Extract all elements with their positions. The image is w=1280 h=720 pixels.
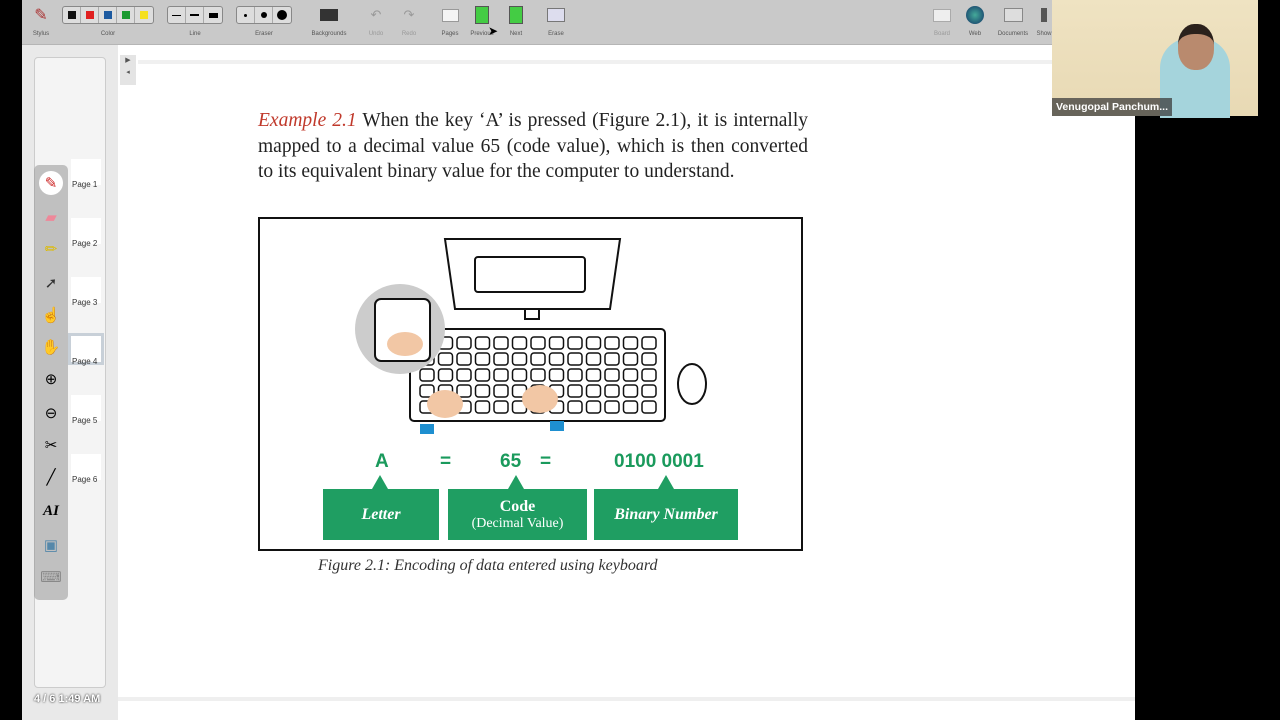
- key: [531, 337, 545, 349]
- color-swatch[interactable]: [63, 7, 81, 23]
- key: [605, 353, 619, 365]
- pointer-triangle: [372, 475, 388, 489]
- key: [494, 337, 508, 349]
- divider: [118, 697, 1135, 701]
- key: [568, 369, 582, 381]
- color-swatch[interactable]: [99, 7, 117, 23]
- capture-tool-icon[interactable]: ✂: [44, 437, 58, 454]
- keyboard-tool-icon[interactable]: ⌨: [40, 569, 62, 586]
- equals-sign: =: [540, 451, 552, 472]
- eraser-picker[interactable]: Eraser: [235, 4, 293, 37]
- color-swatch[interactable]: [81, 7, 99, 23]
- stylus-button[interactable]: ✎ Stylus: [26, 4, 56, 37]
- participant-video[interactable]: [1052, 0, 1258, 116]
- letter-value: A: [375, 451, 389, 472]
- erase-icon: [544, 4, 568, 26]
- eraser-large[interactable]: [273, 7, 291, 23]
- binary-box: [594, 489, 738, 540]
- previous-page-icon: [470, 4, 494, 26]
- key: [642, 385, 656, 397]
- letter-label: Letter: [361, 505, 401, 523]
- line-medium[interactable]: [186, 7, 204, 23]
- code-label: Code: [499, 497, 536, 515]
- eraser-tool-icon[interactable]: ▰: [45, 209, 57, 226]
- highlighter-tool-icon[interactable]: ✏: [44, 241, 58, 258]
- key: [642, 353, 656, 365]
- zoom-in-tool-icon[interactable]: ⊕: [44, 371, 58, 388]
- page-sidebar: [22, 45, 118, 720]
- collapse-sidebar-button[interactable]: ▶ ◂: [120, 55, 136, 85]
- key: [457, 369, 471, 381]
- key: [494, 385, 508, 397]
- add-page-icon: [438, 4, 462, 26]
- key: [439, 369, 453, 381]
- color-swatch[interactable]: [135, 7, 153, 23]
- key: [550, 369, 564, 381]
- show-button[interactable]: Show: [1034, 4, 1054, 37]
- page-label: Page 4: [72, 357, 98, 366]
- key: [550, 337, 564, 349]
- key: [568, 385, 582, 397]
- key: [605, 369, 619, 381]
- key: [476, 369, 490, 381]
- page-label: Page 1: [72, 180, 98, 189]
- binary-label: Binary Number: [614, 505, 718, 523]
- key: [587, 369, 601, 381]
- key: [624, 353, 638, 365]
- document-page: [118, 45, 1135, 720]
- key: [439, 353, 453, 365]
- pen-tool-icon[interactable]: ✎: [39, 171, 63, 195]
- key: [642, 369, 656, 381]
- key: [531, 353, 545, 365]
- figure-caption: Figure 2.1: Encoding of data entered using keyboard: [318, 557, 658, 574]
- keyboard-illustration: [260, 219, 801, 449]
- line-tool-icon[interactable]: ╱: [46, 469, 56, 486]
- key: [420, 369, 434, 381]
- tool-palette: [34, 165, 68, 600]
- eraser-medium[interactable]: [255, 7, 273, 23]
- key: [587, 337, 601, 349]
- show-icon: [1034, 4, 1054, 26]
- backgrounds-icon: [307, 4, 351, 26]
- key: [642, 401, 656, 413]
- key: [587, 385, 601, 397]
- key: [513, 337, 527, 349]
- page-status: 4 / 6 1:49 AM: [34, 693, 101, 705]
- example-text: When the key ‘A’ is pressed (Figure 2.1), it is internally mapped to a decimal value 65 (code value), which is then converted to its equivalent binary value for the computer to understand.: [258, 110, 808, 182]
- previous-button[interactable]: Previous: [470, 4, 494, 37]
- documents-button[interactable]: Documents: [995, 4, 1031, 37]
- binary-value: 0100 0001: [614, 451, 704, 472]
- divider: [138, 60, 1128, 64]
- mouse-cursor: ➤: [488, 24, 499, 38]
- screen-capture-tool-icon[interactable]: ▣: [43, 537, 59, 554]
- folder-icon: [995, 4, 1031, 26]
- key: [550, 353, 564, 365]
- key: [568, 401, 582, 413]
- letter-box: [323, 489, 439, 540]
- participant-name: Venugopal Panchum...: [1052, 98, 1172, 116]
- key: [624, 401, 638, 413]
- color-picker[interactable]: Color: [58, 4, 158, 37]
- example-label: Example 2.1: [258, 110, 357, 131]
- laser-pointer-tool-icon[interactable]: ☝: [41, 307, 61, 324]
- line-thick[interactable]: [204, 7, 222, 23]
- key: [568, 353, 582, 365]
- board-icon: [930, 4, 954, 26]
- key: [476, 353, 490, 365]
- key: [605, 385, 619, 397]
- page-label: Page 6: [72, 475, 98, 484]
- key: [605, 337, 619, 349]
- key: [476, 385, 490, 397]
- redo-icon: ↷: [403, 7, 415, 22]
- key: [624, 385, 638, 397]
- pointer-triangle: [658, 475, 674, 489]
- key: [494, 401, 508, 413]
- key: [457, 385, 471, 397]
- key: [457, 337, 471, 349]
- key: [605, 401, 619, 413]
- key: [642, 337, 656, 349]
- erase-button[interactable]: Erase: [544, 4, 568, 37]
- key: [494, 369, 508, 381]
- pointer-tool-icon[interactable]: ➚: [44, 275, 58, 292]
- text-tool-icon[interactable]: AI: [43, 502, 59, 519]
- page-label: Page 3: [72, 298, 98, 307]
- next-page-icon: [504, 4, 528, 26]
- undo-icon: ↶: [370, 7, 382, 22]
- redo-button[interactable]: ↷ Redo: [397, 4, 421, 37]
- hand-tool-icon[interactable]: ✋: [41, 339, 61, 356]
- example-paragraph: [258, 108, 808, 185]
- code-value: 65: [500, 451, 522, 472]
- key: [624, 337, 638, 349]
- key: [587, 353, 601, 365]
- globe-icon: [963, 4, 987, 26]
- code-sublabel: (Decimal Value): [471, 515, 564, 531]
- pointer-triangle: [508, 475, 524, 489]
- key: [531, 369, 545, 381]
- line-thin[interactable]: [168, 7, 186, 23]
- pages-button[interactable]: Pages: [438, 4, 462, 37]
- web-button[interactable]: Web: [963, 4, 987, 37]
- backgrounds-button[interactable]: Backgrounds: [307, 4, 351, 37]
- undo-button[interactable]: ↶ Undo: [364, 4, 388, 37]
- key: [494, 353, 508, 365]
- key: [513, 369, 527, 381]
- key: [587, 401, 601, 413]
- key: [624, 369, 638, 381]
- figure-encoding: [258, 217, 803, 551]
- line-picker[interactable]: Line: [166, 4, 224, 37]
- stylus-icon: ✎: [34, 7, 48, 24]
- key: [476, 401, 490, 413]
- toolbar: [22, 0, 1135, 45]
- participant-face: [1178, 24, 1214, 70]
- page-label: Page 5: [72, 416, 98, 425]
- eraser-small[interactable]: [237, 7, 255, 23]
- key: [513, 353, 527, 365]
- board-button[interactable]: Board: [930, 4, 954, 37]
- key: [568, 337, 582, 349]
- color-swatch[interactable]: [117, 7, 135, 23]
- key: [476, 337, 490, 349]
- equals-sign: =: [440, 451, 452, 472]
- code-box: [448, 489, 587, 540]
- next-button[interactable]: Next: [504, 4, 528, 37]
- key: [457, 353, 471, 365]
- page-label: Page 2: [72, 239, 98, 248]
- zoom-out-tool-icon[interactable]: ⊖: [44, 405, 58, 422]
